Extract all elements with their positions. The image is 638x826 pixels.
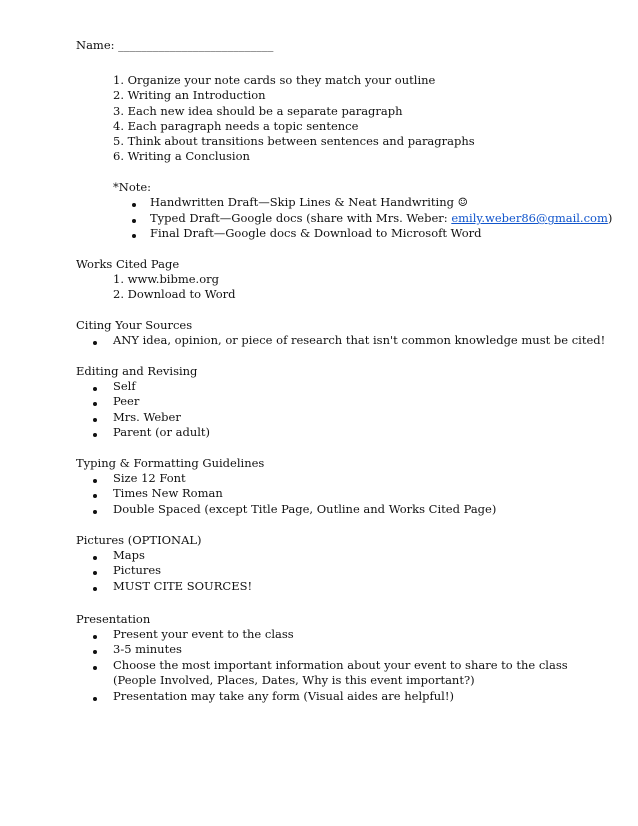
bullet-icon bbox=[93, 635, 97, 639]
typing-item: Double Spaced (except Title Page, Outline and Works Cited Page) bbox=[113, 502, 497, 516]
bullet-icon bbox=[93, 494, 97, 498]
step-1: 1. Organize your note cards so they match your outline bbox=[113, 73, 436, 87]
typing-item: Times New Roman bbox=[113, 486, 223, 500]
presentation-item-continuation: (People Involved, Places, Dates, Why is this event important?) bbox=[113, 673, 475, 687]
presentation-heading: Presentation bbox=[76, 612, 151, 626]
note-label: *Note: bbox=[113, 180, 152, 194]
bullet-icon bbox=[132, 219, 136, 223]
bullet-icon bbox=[93, 587, 97, 591]
step-6: 6. Writing a Conclusion bbox=[113, 149, 250, 163]
presentation-item: Presentation may take any form (Visual aides are helpful!) bbox=[113, 689, 454, 703]
bullet-icon bbox=[93, 387, 97, 391]
step-3: 3. Each new idea should be a separate paragraph bbox=[113, 104, 403, 118]
works-cited-item: 1. www.bibme.org bbox=[113, 272, 219, 286]
pictures-heading: Pictures (OPTIONAL) bbox=[76, 533, 202, 547]
typing-item: Size 12 Font bbox=[113, 471, 186, 485]
name-line: Name: ___________________________ bbox=[76, 38, 274, 52]
pictures-item: MUST CITE SOURCES! bbox=[113, 579, 253, 593]
editing-item: Peer bbox=[113, 394, 140, 408]
pictures-item: Pictures bbox=[113, 563, 162, 577]
email-link[interactable]: emily.weber86@gmail.com bbox=[451, 211, 608, 225]
bullet-icon bbox=[93, 650, 97, 654]
note-typed-prefix: Typed Draft—Google docs (share with Mrs. Weber: bbox=[150, 211, 452, 225]
bullet-icon bbox=[132, 234, 136, 238]
pictures-item: Maps bbox=[113, 548, 145, 562]
bullet-icon bbox=[93, 666, 97, 670]
bullet-icon bbox=[93, 418, 97, 422]
note-handwritten: Handwritten Draft—Skip Lines & Neat Handwriting ☺ bbox=[150, 195, 468, 209]
works-cited-heading: Works Cited Page bbox=[76, 257, 180, 271]
bullet-icon bbox=[93, 556, 97, 560]
note-final: Final Draft—Google docs & Download to Microsoft Word bbox=[150, 226, 482, 240]
editing-item: Mrs. Weber bbox=[113, 410, 181, 424]
editing-item: Self bbox=[113, 379, 136, 393]
bullet-icon bbox=[93, 402, 97, 406]
bullet-icon bbox=[93, 510, 97, 514]
bullet-icon bbox=[93, 433, 97, 437]
step-4: 4. Each paragraph needs a topic sentence bbox=[113, 119, 359, 133]
note-typed-suffix: ) bbox=[607, 211, 613, 225]
bullet-icon bbox=[132, 203, 136, 207]
step-2: 2. Writing an Introduction bbox=[113, 88, 266, 102]
citing-heading: Citing Your Sources bbox=[76, 318, 193, 332]
bullet-icon bbox=[93, 571, 97, 575]
typing-heading: Typing & Formatting Guidelines bbox=[76, 456, 265, 470]
note-typed bbox=[150, 211, 612, 226]
presentation-item: 3-5 minutes bbox=[113, 642, 182, 656]
presentation-item: Present your event to the class bbox=[113, 627, 294, 641]
bullet-icon bbox=[93, 479, 97, 483]
editing-item: Parent (or adult) bbox=[113, 425, 211, 439]
step-5: 5. Think about transitions between sentences and paragraphs bbox=[113, 134, 475, 148]
works-cited-item: 2. Download to Word bbox=[113, 287, 236, 301]
presentation-item: Choose the most important information about your event to share to the class bbox=[113, 658, 568, 672]
citing-item: ANY idea, opinion, or piece of research that isn't common knowledge must be cited! bbox=[113, 333, 606, 347]
bullet-icon bbox=[93, 341, 97, 345]
bullet-icon bbox=[93, 697, 97, 701]
editing-heading: Editing and Revising bbox=[76, 364, 198, 378]
